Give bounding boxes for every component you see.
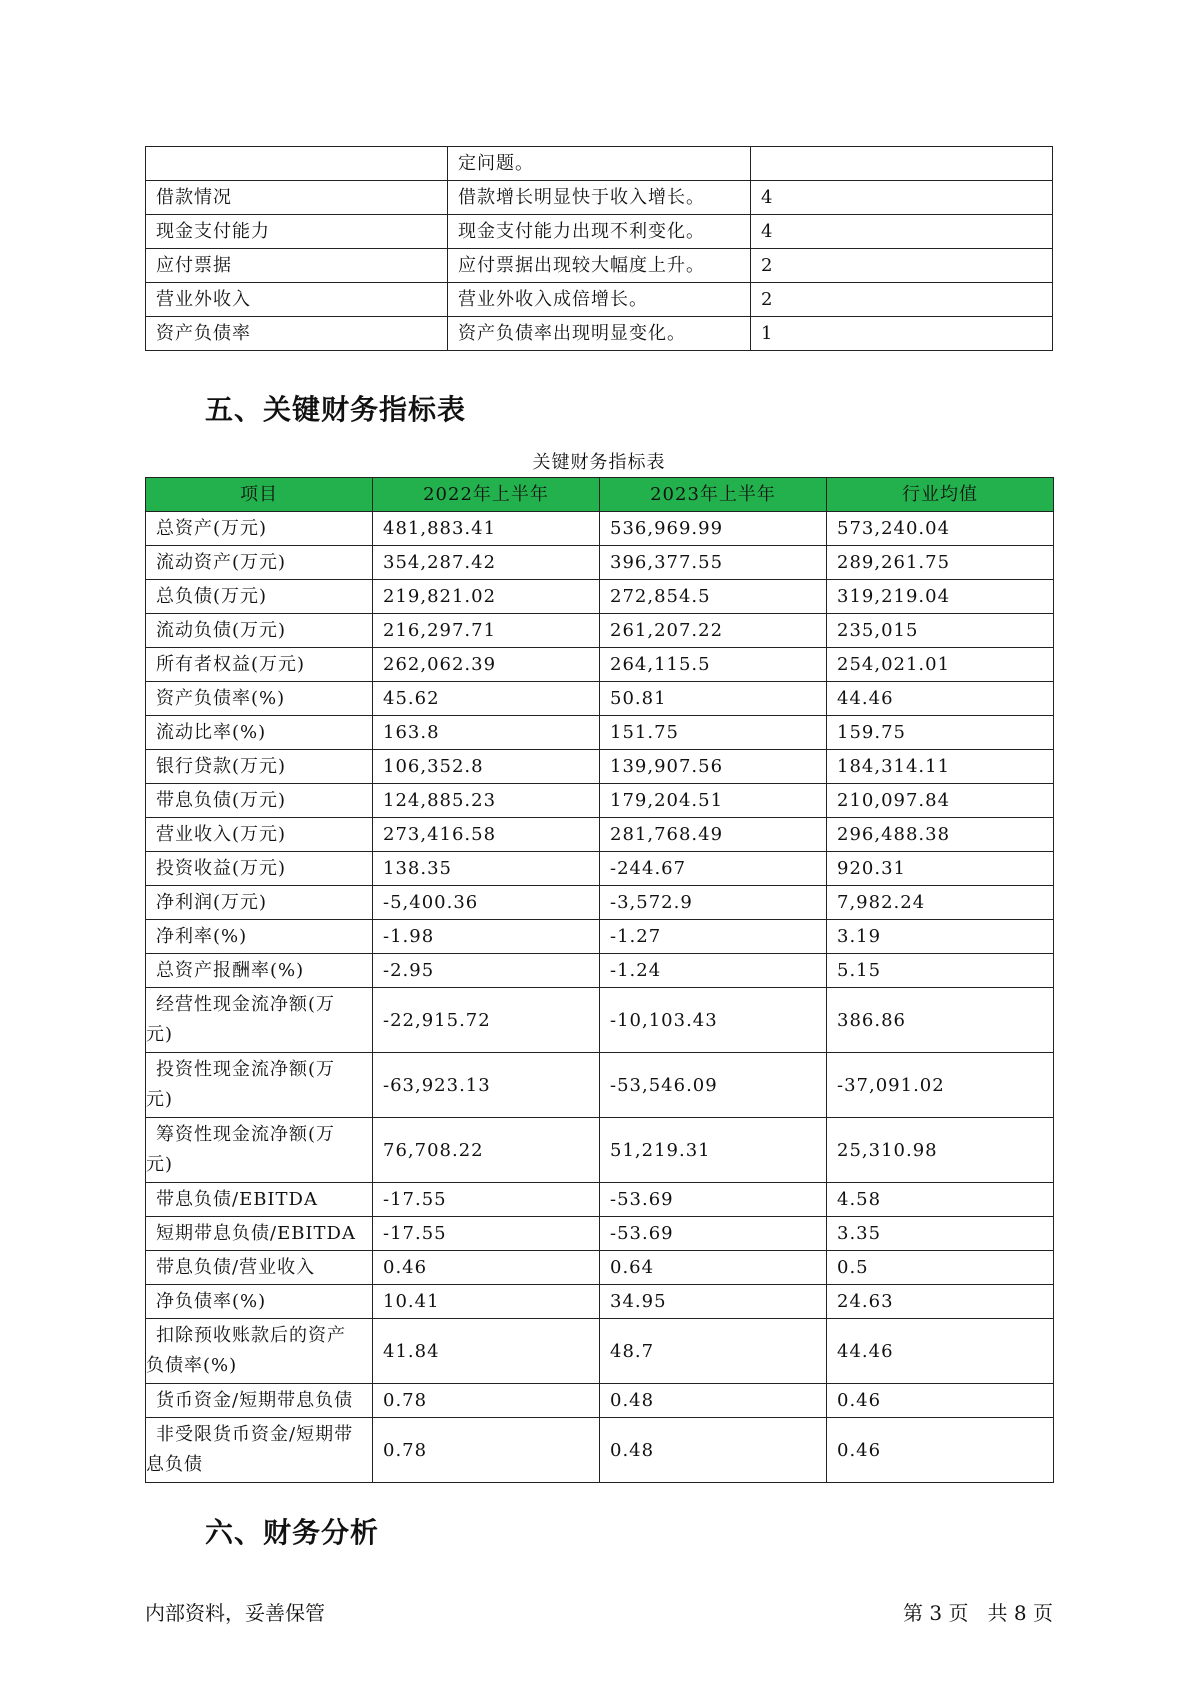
- indicator-cell: 应付票据: [146, 249, 448, 283]
- value-2023h1-cell: 264,115.5: [600, 648, 827, 682]
- table-row: [146, 614, 1054, 648]
- section-title-key-financial-indicators: 五、关键财务指标表: [205, 393, 467, 426]
- description-cell: 资产负债率出现明显变化。: [447, 317, 750, 351]
- table-row: [146, 215, 1053, 249]
- value-2023h1-cell: 50.81: [600, 682, 827, 716]
- value-2022h1-cell: -2.95: [373, 954, 600, 988]
- indicator-cell: [146, 147, 448, 181]
- footer-confidential-note: 内部资料，妥善保管: [145, 1601, 325, 1625]
- value-2023h1-cell: -53,546.09: [600, 1053, 827, 1118]
- value-2023h1-cell: -10,103.43: [600, 988, 827, 1053]
- industry-average-cell: 254,021.01: [827, 648, 1054, 682]
- item-cell: 总资产报酬率(%): [146, 954, 373, 988]
- header-cell-2022h1: 2022年上半年: [373, 478, 600, 512]
- table-row: [146, 512, 1054, 546]
- item-cell: 非受限货币资金/短期带息负债: [146, 1418, 373, 1483]
- value-2022h1-cell: 76,708.22: [373, 1118, 600, 1183]
- industry-average-cell: 44.46: [827, 682, 1054, 716]
- table-row: [146, 682, 1054, 716]
- industry-average-cell: 184,314.11: [827, 750, 1054, 784]
- industry-average-cell: 210,097.84: [827, 784, 1054, 818]
- item-cell: 净利润(万元): [146, 886, 373, 920]
- value-2022h1-cell: 163.8: [373, 716, 600, 750]
- table-row: [146, 1319, 1054, 1384]
- industry-average-cell: 3.19: [827, 920, 1054, 954]
- item-cell: 带息负债(万元): [146, 784, 373, 818]
- value-2023h1-cell: 51,219.31: [600, 1118, 827, 1183]
- table-row: [146, 1251, 1054, 1285]
- value-2023h1-cell: 179,204.51: [600, 784, 827, 818]
- value-2022h1-cell: 10.41: [373, 1285, 600, 1319]
- value-2022h1-cell: 0.46: [373, 1251, 600, 1285]
- table-row: [146, 648, 1054, 682]
- score-cell: 2: [751, 249, 1053, 283]
- table-row: [146, 818, 1054, 852]
- value-2023h1-cell: -244.67: [600, 852, 827, 886]
- item-cell: 短期带息负债/EBITDA: [146, 1217, 373, 1251]
- industry-average-cell: 920.31: [827, 852, 1054, 886]
- item-cell: 总资产(万元): [146, 512, 373, 546]
- table-row: [146, 988, 1054, 1053]
- item-cell: 流动资产(万元): [146, 546, 373, 580]
- section-title-financial-analysis: 六、财务分析: [205, 1516, 380, 1549]
- table-row: [146, 1285, 1054, 1319]
- value-2022h1-cell: 138.35: [373, 852, 600, 886]
- value-2022h1-cell: -17.55: [373, 1217, 600, 1251]
- value-2022h1-cell: -5,400.36: [373, 886, 600, 920]
- item-cell: 扣除预收账款后的资产负债率(%): [146, 1319, 373, 1384]
- industry-average-cell: -37,091.02: [827, 1053, 1054, 1118]
- value-2023h1-cell: 536,969.99: [600, 512, 827, 546]
- item-cell: 净利率(%): [146, 920, 373, 954]
- industry-average-cell: 4.58: [827, 1183, 1054, 1217]
- value-2023h1-cell: -53.69: [600, 1217, 827, 1251]
- indicator-cell: 现金支付能力: [146, 215, 448, 249]
- item-cell: 经营性现金流净额(万元): [146, 988, 373, 1053]
- table-row: [146, 784, 1054, 818]
- table-row: [146, 1118, 1054, 1183]
- table-row: [146, 716, 1054, 750]
- table-row: [146, 249, 1053, 283]
- table-row: [146, 1418, 1054, 1483]
- value-2023h1-cell: 34.95: [600, 1285, 827, 1319]
- value-2023h1-cell: 281,768.49: [600, 818, 827, 852]
- indicator-cell: 借款情况: [146, 181, 448, 215]
- value-2023h1-cell: 272,854.5: [600, 580, 827, 614]
- value-2023h1-cell: 48.7: [600, 1319, 827, 1384]
- value-2022h1-cell: 219,821.02: [373, 580, 600, 614]
- item-cell: 投资性现金流净额(万元): [146, 1053, 373, 1118]
- description-cell: 现金支付能力出现不利变化。: [447, 215, 750, 249]
- table-caption: 关键财务指标表: [532, 452, 666, 473]
- value-2022h1-cell: 481,883.41: [373, 512, 600, 546]
- industry-average-cell: 319,219.04: [827, 580, 1054, 614]
- value-2023h1-cell: 0.64: [600, 1251, 827, 1285]
- score-cell: 4: [751, 215, 1053, 249]
- value-2022h1-cell: 45.62: [373, 682, 600, 716]
- score-cell: 4: [751, 181, 1053, 215]
- industry-average-cell: 3.35: [827, 1217, 1054, 1251]
- footer-page-number: 第 3 页 共 8 页: [903, 1601, 1053, 1625]
- value-2023h1-cell: -1.27: [600, 920, 827, 954]
- industry-average-cell: 0.46: [827, 1418, 1054, 1483]
- industry-average-cell: 0.46: [827, 1384, 1054, 1418]
- item-cell: 投资收益(万元): [146, 852, 373, 886]
- score-cell: [751, 147, 1053, 181]
- table-row: [146, 1053, 1054, 1118]
- value-2023h1-cell: -3,572.9: [600, 886, 827, 920]
- item-cell: 所有者权益(万元): [146, 648, 373, 682]
- value-2023h1-cell: 0.48: [600, 1418, 827, 1483]
- score-cell: 2: [751, 283, 1053, 317]
- item-cell: 净负债率(%): [146, 1285, 373, 1319]
- description-cell: 定问题。: [447, 147, 750, 181]
- item-cell: 筹资性现金流净额(万元): [146, 1118, 373, 1183]
- table-row: [146, 920, 1054, 954]
- item-cell: 带息负债/营业收入: [146, 1251, 373, 1285]
- indicator-cell: 资产负债率: [146, 317, 448, 351]
- industry-average-cell: 573,240.04: [827, 512, 1054, 546]
- table-row: [146, 1183, 1054, 1217]
- table-row: [146, 886, 1054, 920]
- table-row: [146, 1384, 1054, 1418]
- industry-average-cell: 289,261.75: [827, 546, 1054, 580]
- industry-average-cell: 0.5: [827, 1251, 1054, 1285]
- header-cell-industry-average: 行业均值: [827, 478, 1054, 512]
- indicator-cell: 营业外收入: [146, 283, 448, 317]
- value-2022h1-cell: 0.78: [373, 1384, 600, 1418]
- table-row: [146, 750, 1054, 784]
- industry-average-cell: 25,310.98: [827, 1118, 1054, 1183]
- table-row: [146, 580, 1054, 614]
- industry-average-cell: 235,015: [827, 614, 1054, 648]
- table-row: [146, 181, 1053, 215]
- item-cell: 货币资金/短期带息负债: [146, 1384, 373, 1418]
- table-row: [146, 283, 1053, 317]
- industry-average-cell: 7,982.24: [827, 886, 1054, 920]
- value-2022h1-cell: 273,416.58: [373, 818, 600, 852]
- table-row: [146, 852, 1054, 886]
- value-2023h1-cell: 139,907.56: [600, 750, 827, 784]
- item-cell: 资产负债率(%): [146, 682, 373, 716]
- value-2022h1-cell: 354,287.42: [373, 546, 600, 580]
- table-row: [146, 546, 1054, 580]
- table-header-row: [146, 478, 1054, 512]
- value-2022h1-cell: -1.98: [373, 920, 600, 954]
- industry-average-cell: 5.15: [827, 954, 1054, 988]
- table-row: [146, 317, 1053, 351]
- item-cell: 流动负债(万元): [146, 614, 373, 648]
- table-row: [146, 147, 1053, 181]
- item-cell: 流动比率(%): [146, 716, 373, 750]
- header-cell-item: 项目: [146, 478, 373, 512]
- header-cell-2023h1: 2023年上半年: [600, 478, 827, 512]
- value-2022h1-cell: 0.78: [373, 1418, 600, 1483]
- value-2023h1-cell: 0.48: [600, 1384, 827, 1418]
- table-row: [146, 1217, 1054, 1251]
- value-2022h1-cell: -22,915.72: [373, 988, 600, 1053]
- value-2022h1-cell: 216,297.71: [373, 614, 600, 648]
- value-2022h1-cell: 262,062.39: [373, 648, 600, 682]
- value-2023h1-cell: 261,207.22: [600, 614, 827, 648]
- item-cell: 总负债(万元): [146, 580, 373, 614]
- key-financial-indicators-table: [145, 477, 1054, 1483]
- score-cell: 1: [751, 317, 1053, 351]
- industry-average-cell: 159.75: [827, 716, 1054, 750]
- value-2022h1-cell: 124,885.23: [373, 784, 600, 818]
- item-cell: 银行贷款(万元): [146, 750, 373, 784]
- value-2023h1-cell: -53.69: [600, 1183, 827, 1217]
- value-2023h1-cell: -1.24: [600, 954, 827, 988]
- value-2022h1-cell: 41.84: [373, 1319, 600, 1384]
- value-2022h1-cell: -63,923.13: [373, 1053, 600, 1118]
- industry-average-cell: 24.63: [827, 1285, 1054, 1319]
- industry-average-cell: 386.86: [827, 988, 1054, 1053]
- industry-average-cell: 44.46: [827, 1319, 1054, 1384]
- item-cell: 带息负债/EBITDA: [146, 1183, 373, 1217]
- description-cell: 营业外收入成倍增长。: [447, 283, 750, 317]
- industry-average-cell: 296,488.38: [827, 818, 1054, 852]
- value-2023h1-cell: 151.75: [600, 716, 827, 750]
- table-row: [146, 954, 1054, 988]
- item-cell: 营业收入(万元): [146, 818, 373, 852]
- value-2022h1-cell: 106,352.8: [373, 750, 600, 784]
- value-2022h1-cell: -17.55: [373, 1183, 600, 1217]
- warning-signals-table: [145, 146, 1053, 351]
- description-cell: 应付票据出现较大幅度上升。: [447, 249, 750, 283]
- description-cell: 借款增长明显快于收入增长。: [447, 181, 750, 215]
- value-2023h1-cell: 396,377.55: [600, 546, 827, 580]
